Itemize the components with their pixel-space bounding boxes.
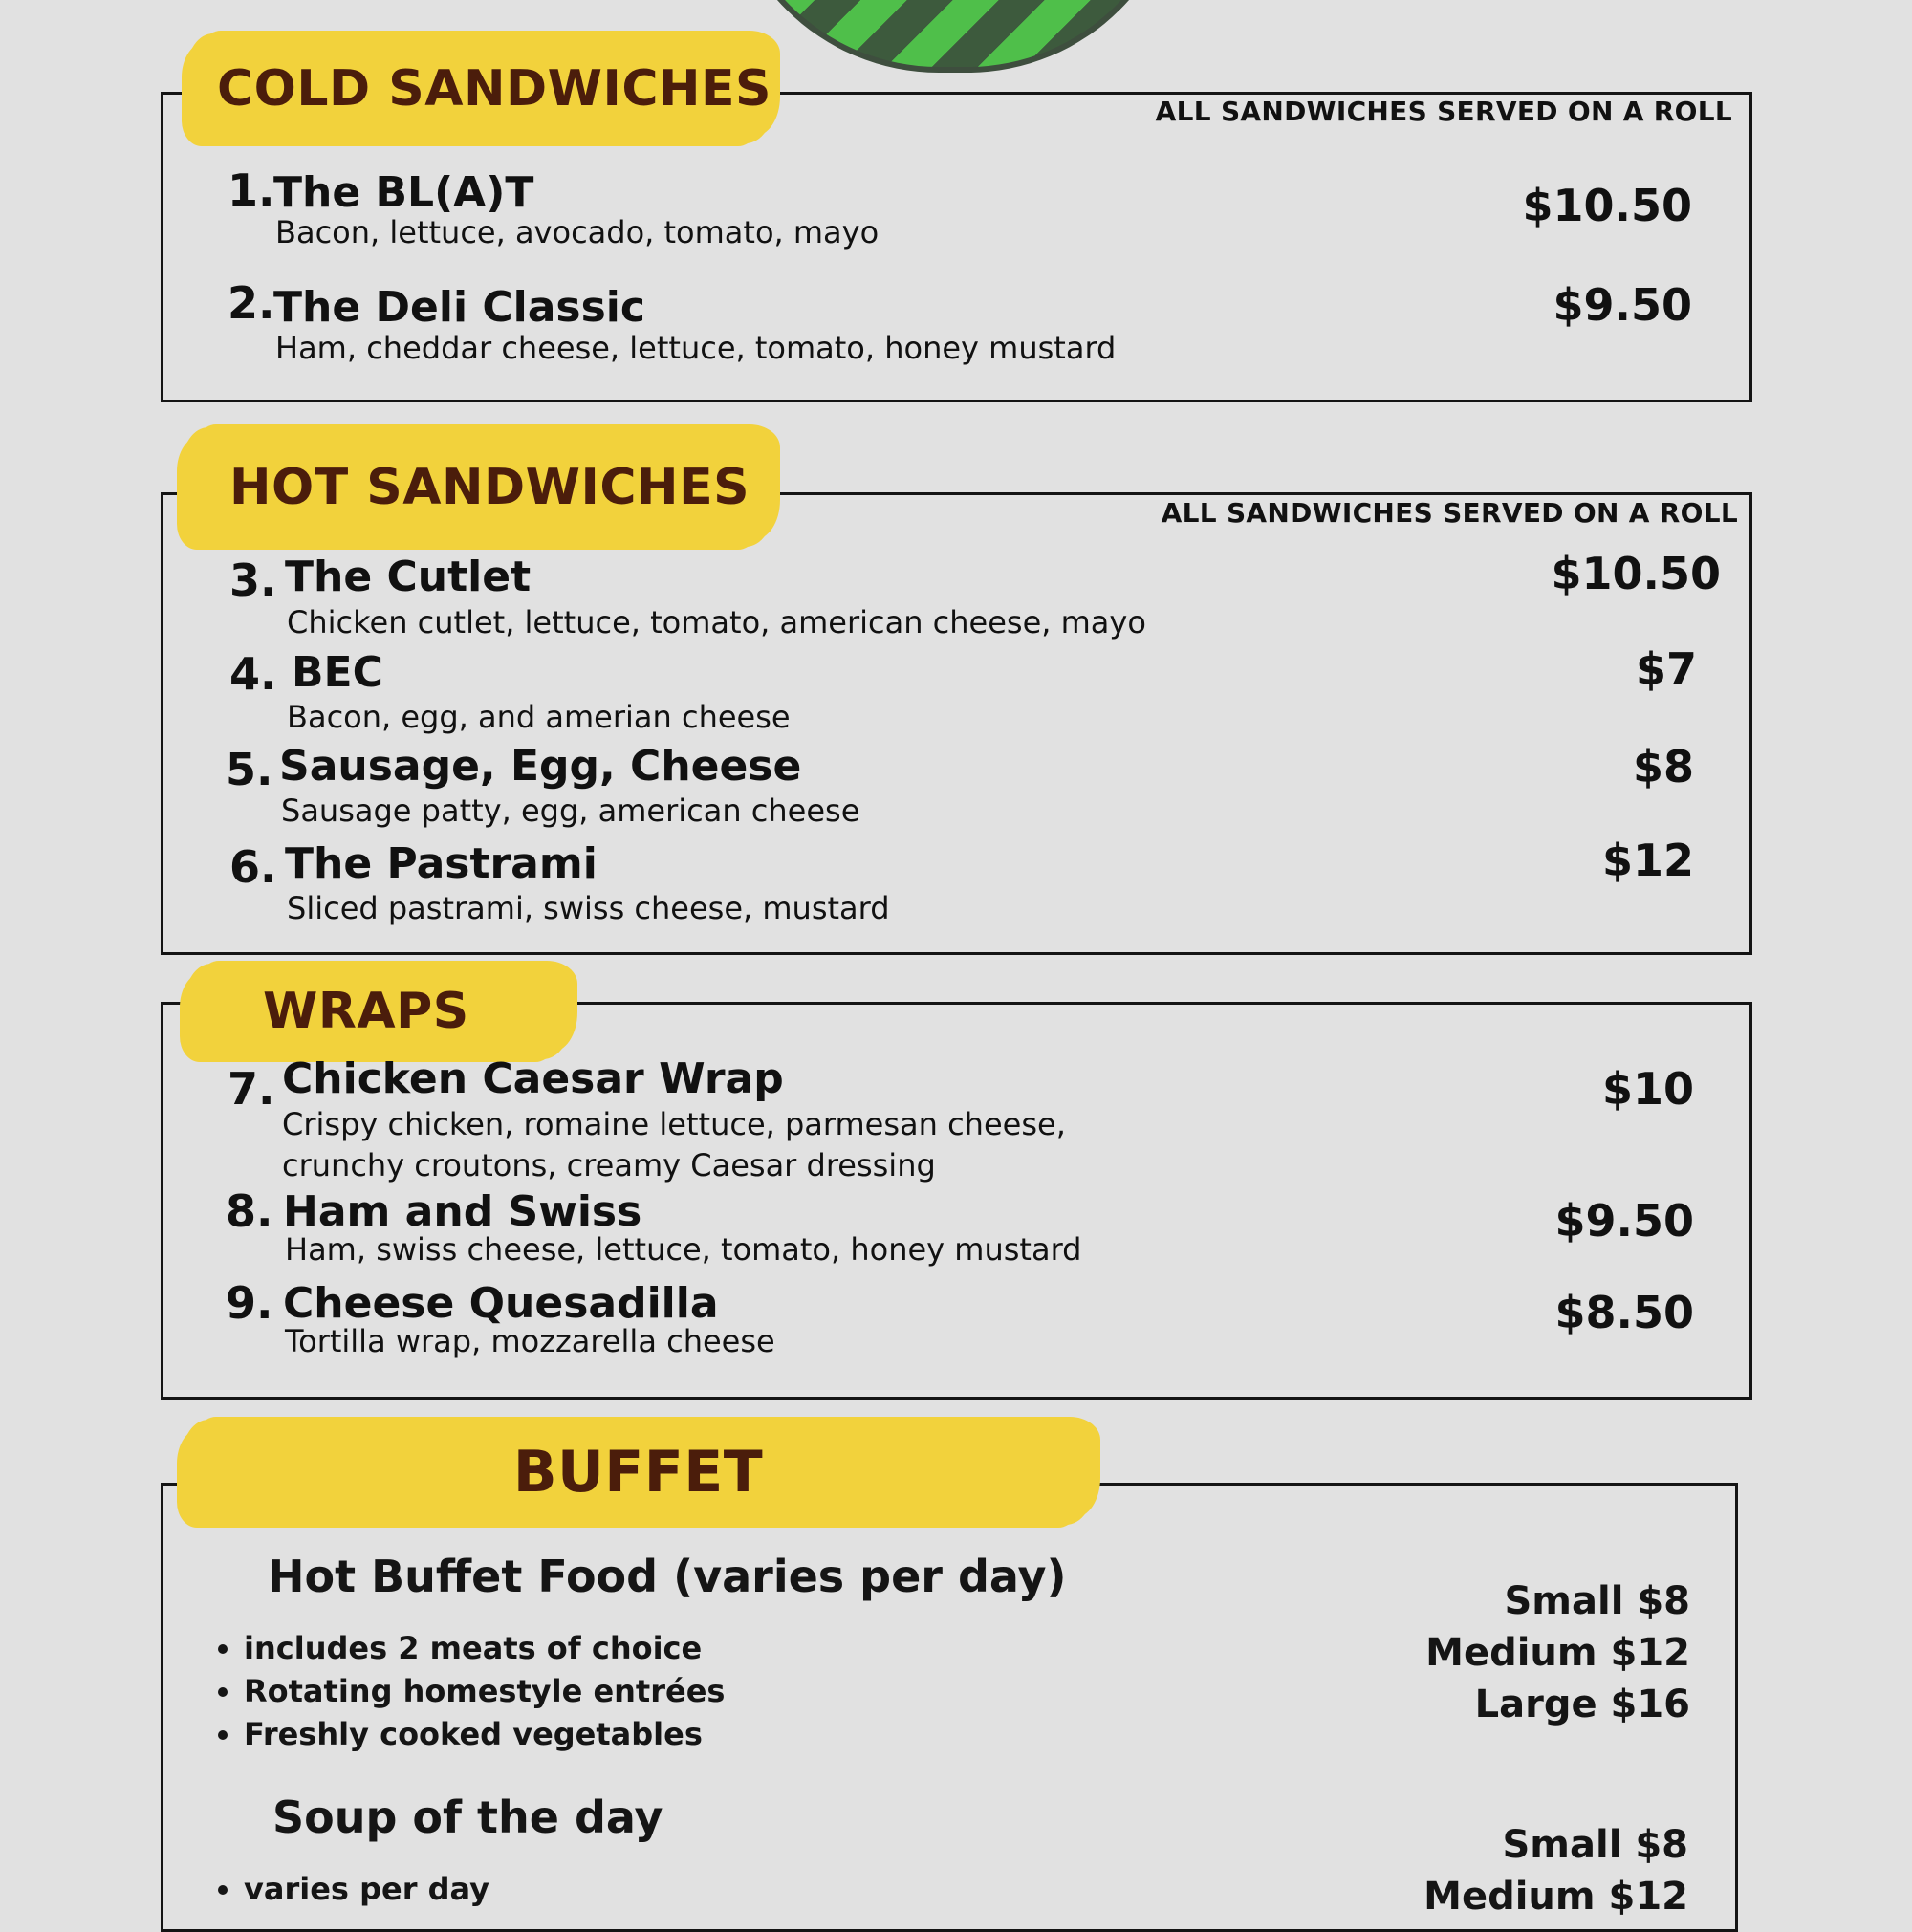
- bullet-item: • varies per day: [244, 1868, 489, 1911]
- item-number: 5.: [226, 744, 273, 795]
- item-price: $9.50: [1554, 1195, 1694, 1247]
- item-name: The BL(A)T: [273, 168, 534, 217]
- section-title: COLD SANDWICHES: [217, 59, 772, 118]
- item-name: Ham and Swiss: [283, 1187, 642, 1236]
- item-price: $10.50: [1522, 180, 1692, 231]
- soup-sizes: [1423, 1819, 1688, 1922]
- section-title: WRAPS: [263, 983, 469, 1040]
- item-number: 9.: [226, 1277, 273, 1329]
- hot-buffet-sizes: [1425, 1575, 1690, 1730]
- cold-sandwiches-banner: [186, 33, 774, 143]
- item-name: The Deli Classic: [273, 283, 645, 332]
- item-description: Chicken cutlet, lettuce, tomato, american cheese, mayo: [287, 604, 1146, 640]
- item-description: Sausage patty, egg, american cheese: [281, 792, 860, 829]
- item-number: 3.: [229, 554, 277, 606]
- item-name: Sausage, Egg, Cheese: [279, 742, 802, 791]
- item-price: $7: [1635, 643, 1697, 695]
- logo: [723, 0, 1184, 73]
- size-price: Medium $12: [1425, 1631, 1690, 1675]
- item-name: The Cutlet: [285, 553, 532, 601]
- item-name: Chicken Caesar Wrap: [282, 1054, 784, 1103]
- item-name: BEC: [292, 648, 383, 697]
- item-price: $12: [1601, 835, 1694, 886]
- wraps-banner: [185, 964, 572, 1059]
- bullet-item: • Rotating homestyle entrées: [244, 1670, 725, 1713]
- item-number: 2.: [228, 277, 275, 329]
- roll-note: ALL SANDWICHES SERVED ON A ROLL: [1161, 497, 1738, 529]
- item-price: $8: [1632, 741, 1694, 792]
- item-description: Crispy chicken, romaine lettuce, parmesan cheese,: [282, 1106, 1066, 1142]
- item-number: 8.: [226, 1185, 273, 1237]
- item-name: The Pastrami: [285, 839, 598, 888]
- hot-buffet-heading: Hot Buffet Food (varies per day): [268, 1551, 1067, 1602]
- hot-buffet-bullets: [206, 1627, 725, 1756]
- bullet-item: • Freshly cooked vegetables: [244, 1713, 725, 1756]
- hot-sandwiches-banner: [182, 427, 774, 547]
- item-description-line2: crunchy croutons, creamy Caesar dressing: [282, 1147, 936, 1183]
- buffet-banner: [182, 1420, 1095, 1525]
- section-title: BUFFET: [512, 1439, 764, 1506]
- item-price: $10: [1601, 1063, 1694, 1115]
- size-price: Large $16: [1474, 1682, 1690, 1726]
- item-description: Ham, cheddar cheese, lettuce, tomato, honey mustard: [275, 330, 1117, 366]
- item-number: 6.: [229, 841, 277, 893]
- item-description: Ham, swiss cheese, lettuce, tomato, honey mustard: [285, 1231, 1082, 1268]
- item-number: 4.: [229, 648, 277, 700]
- item-name: Cheese Quesadilla: [283, 1279, 719, 1328]
- roll-note: ALL SANDWICHES SERVED ON A ROLL: [1155, 96, 1732, 127]
- item-number: 1.: [228, 164, 275, 216]
- item-price: $9.50: [1553, 279, 1692, 331]
- item-price: $8.50: [1554, 1287, 1694, 1338]
- soup-heading: Soup of the day: [272, 1791, 663, 1843]
- soup-bullets: [206, 1868, 489, 1911]
- item-price: $10.50: [1551, 548, 1721, 599]
- size-price: Medium $12: [1423, 1875, 1688, 1919]
- item-description: Bacon, lettuce, avocado, tomato, mayo: [275, 214, 880, 250]
- bullet-item: • includes 2 meats of choice: [244, 1627, 725, 1670]
- item-description: Tortilla wrap, mozzarella cheese: [285, 1323, 775, 1359]
- item-description: Bacon, egg, and amerian cheese: [287, 699, 791, 735]
- section-title: HOT SANDWICHES: [229, 458, 750, 516]
- item-number: 7.: [228, 1063, 275, 1115]
- size-price: Small $8: [1502, 1823, 1688, 1867]
- size-price: Small $8: [1504, 1579, 1690, 1623]
- item-description: Sliced pastrami, swiss cheese, mustard: [287, 890, 890, 926]
